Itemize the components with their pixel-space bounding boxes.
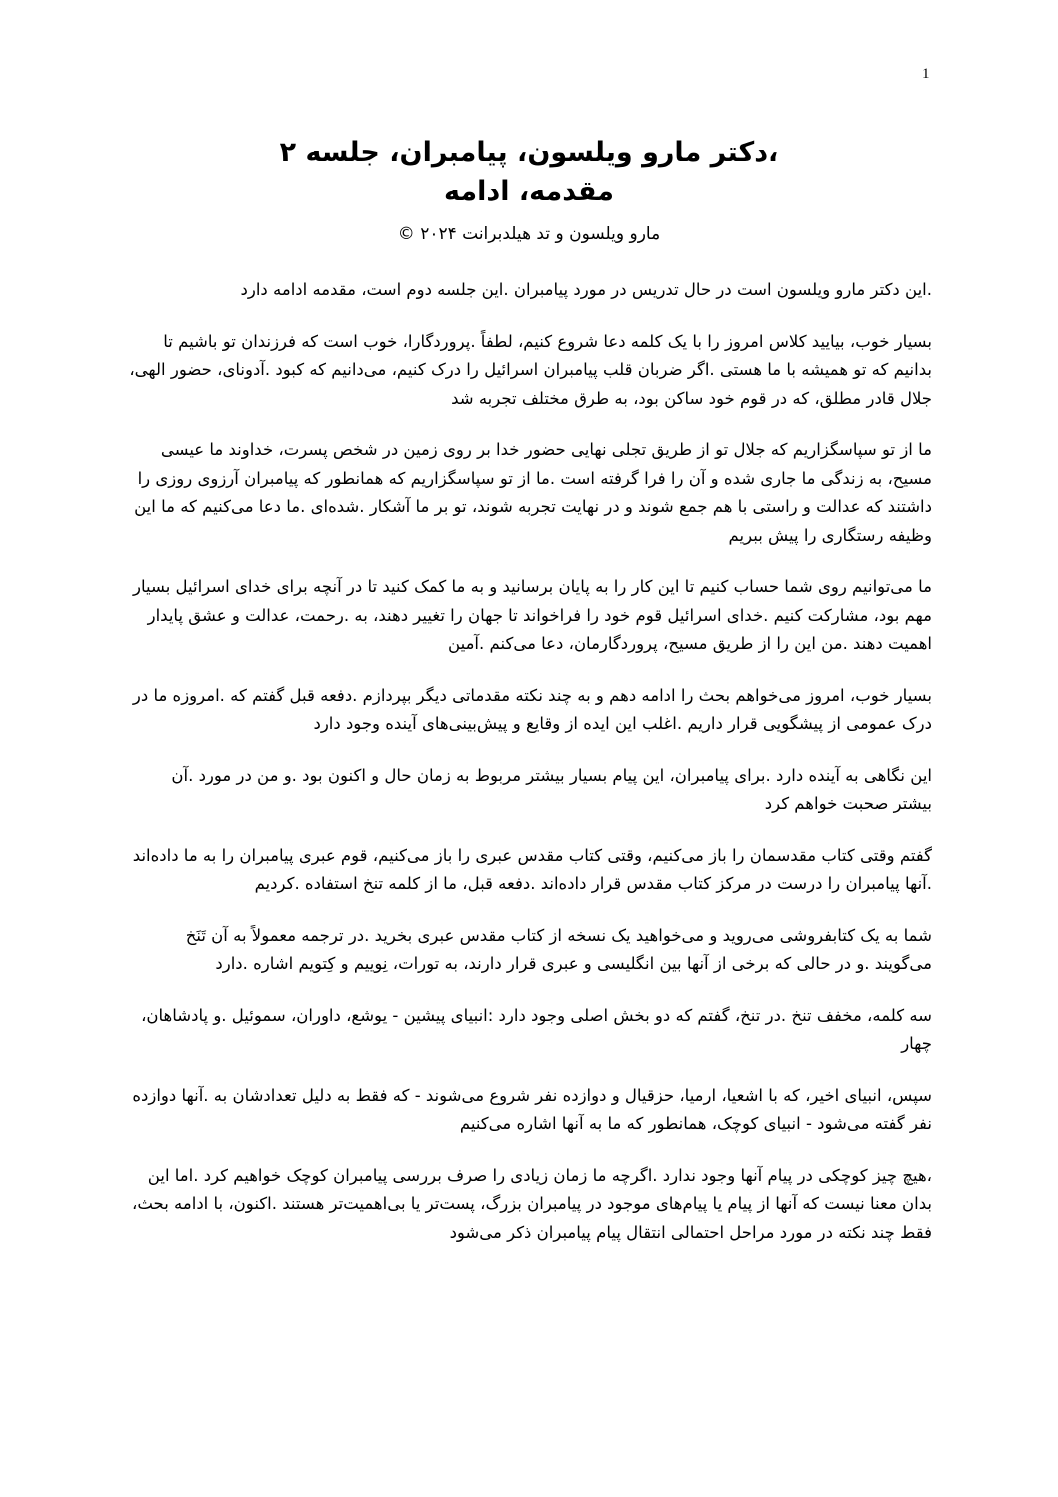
title-line-2: مقدمه، ادامه — [444, 176, 614, 207]
paragraph: ،هیچ چیز کوچکی در پیام آنها وجود ندارد .اگرچه ما زمان زیادی را صرف بررسی پیامبران کوچک خواهیم کرد .اما این بدان معنا نیست که آنها از پیام یا پیام‌های موجود در پیامبران بزرگ، پست‌تر یا بی‌اهمیت‌تر هستند .اکنون، با ادامه بحث، فقط چند نکته در مورد مراحل احتمالی انتقال پیام پیامبران ذکر می‌شود — [132, 1165, 932, 1242]
paragraph: بسیار خوب، بیایید کلاس امروز را با یک کلمه دعا شروع کنیم، لطفاً .پروردگارا، خوب است که فرزندان تو باشیم تا بدانیم که تو همیشه با ما هستی .اگر ضربان قلب پیامبران اسرائیل را درک کنیم، می‌دانیم که کبود .آدونای، حضور الهی، جلال قادر مطلق، که در قوم خود ساکن بود، به طرق مختلف تجربه شد — [129, 331, 932, 408]
title-line-1: ،دکتر مارو ویلسون، پیامبران، جلسه ۲ — [279, 137, 779, 168]
paragraph: .این دکتر مارو ویلسون است در حال تدریس در مورد پیامبران .این جلسه دوم است، مقدمه ادامه دارد — [240, 280, 932, 299]
body-text — [128, 276, 932, 1270]
paragraph: گفتم وقتی کتاب مقدسمان را باز می‌کنیم، وقتی کتاب مقدس عبری را باز می‌کنیم، قوم عبری پیامبران را به ما داده‌اند .آنها پیامبران را درست در مرکز کتاب مقدس قرار داده‌اند .دفعه قبل، ما از کلمه تنخ استفاده .کردیم — [132, 845, 932, 893]
copyright-line: مارو ویلسون و تد هیلدبرانت ۲۰۲۴ © — [397, 224, 661, 244]
paragraph: این نگاهی به آینده دارد .برای پیامبران، این پیام بسیار بیشتر مربوط به زمان حال و اکنون بود .و من در مورد .آن بیشتر صحبت خواهم کرد — [171, 765, 932, 813]
paragraph: سپس، انبیای اخیر، که با اشعیا، ارمیا، حزقیال و دوازده نفر شروع می‌شوند - که فقط به دلیل تعدادشان به .آنها دوازده نفر گفته می‌شود - انبیای کوچک، همانطور که ما به آنها اشاره می‌کنیم — [132, 1085, 932, 1133]
paragraph: شما به یک کتابفروشی می‌روید و می‌خواهید یک نسخه از کتاب مقدس عبری بخرید .در ترجمه معمولاً به آن تَنَخ می‌گویند .و در حالی که برخی از آنها بین انگلیسی و عبری قرار دارند، به تورات، نِوییم و کِتویم اشاره .دارد — [185, 925, 932, 973]
paragraph: سه کلمه، مخفف تنخ .در تنخ، گفتم که دو بخش اصلی وجود دارد :انبیای پیشین - یوشع، داوران، سموئیل .و پادشاهان، چهار — [141, 1005, 932, 1053]
page-number: 1 — [922, 66, 930, 82]
title-block — [0, 133, 1058, 249]
paragraph: ما می‌توانیم روی شما حساب کنیم تا این کار را به پایان برسانید و به ما کمک کنید تا در آنچه برای خدای اسرائیل بسیار مهم بود، مشارکت کنیم .خدای اسرائیل قوم خود را فراخواند تا جهان را تغییر دهند، به .رحمت، عدالت و عشق پایدار اهمیت دهند .من این را از طریق مسیح، پروردگارمان، دعا می‌کنم .آمین — [133, 577, 932, 653]
paragraph: بسیار خوب، امروز می‌خواهم بحث را ادامه دهم و به چند نکته مقدماتی دیگر بپردازم .دفعه قبل گفتم که .امروزه ما در درک عمومی از پیشگویی قرار داریم .اغلب این ایده از وقایع و پیش‌بینی‌های آینده وجود دارد — [132, 685, 932, 733]
paragraph: ما از تو سپاسگزاریم که جلال تو از طریق تجلی نهایی حضور خدا بر روی زمین در شخص پسرت، خداوند ما عیسی مسیح، به زندگی ما جاری شده و آن را فرا گرفته است .ما از تو سپاسگزاریم که همانطور که پیامبران آرزوی روزی را داشتند که عدالت و راستی با هم جمع شوند و در نهایت تجربه شوند، تو بر ما آشکار .شده‌ای .ما دعا می‌کنیم که ما این وظیفه رستگاری را پیش ببریم — [134, 440, 932, 545]
